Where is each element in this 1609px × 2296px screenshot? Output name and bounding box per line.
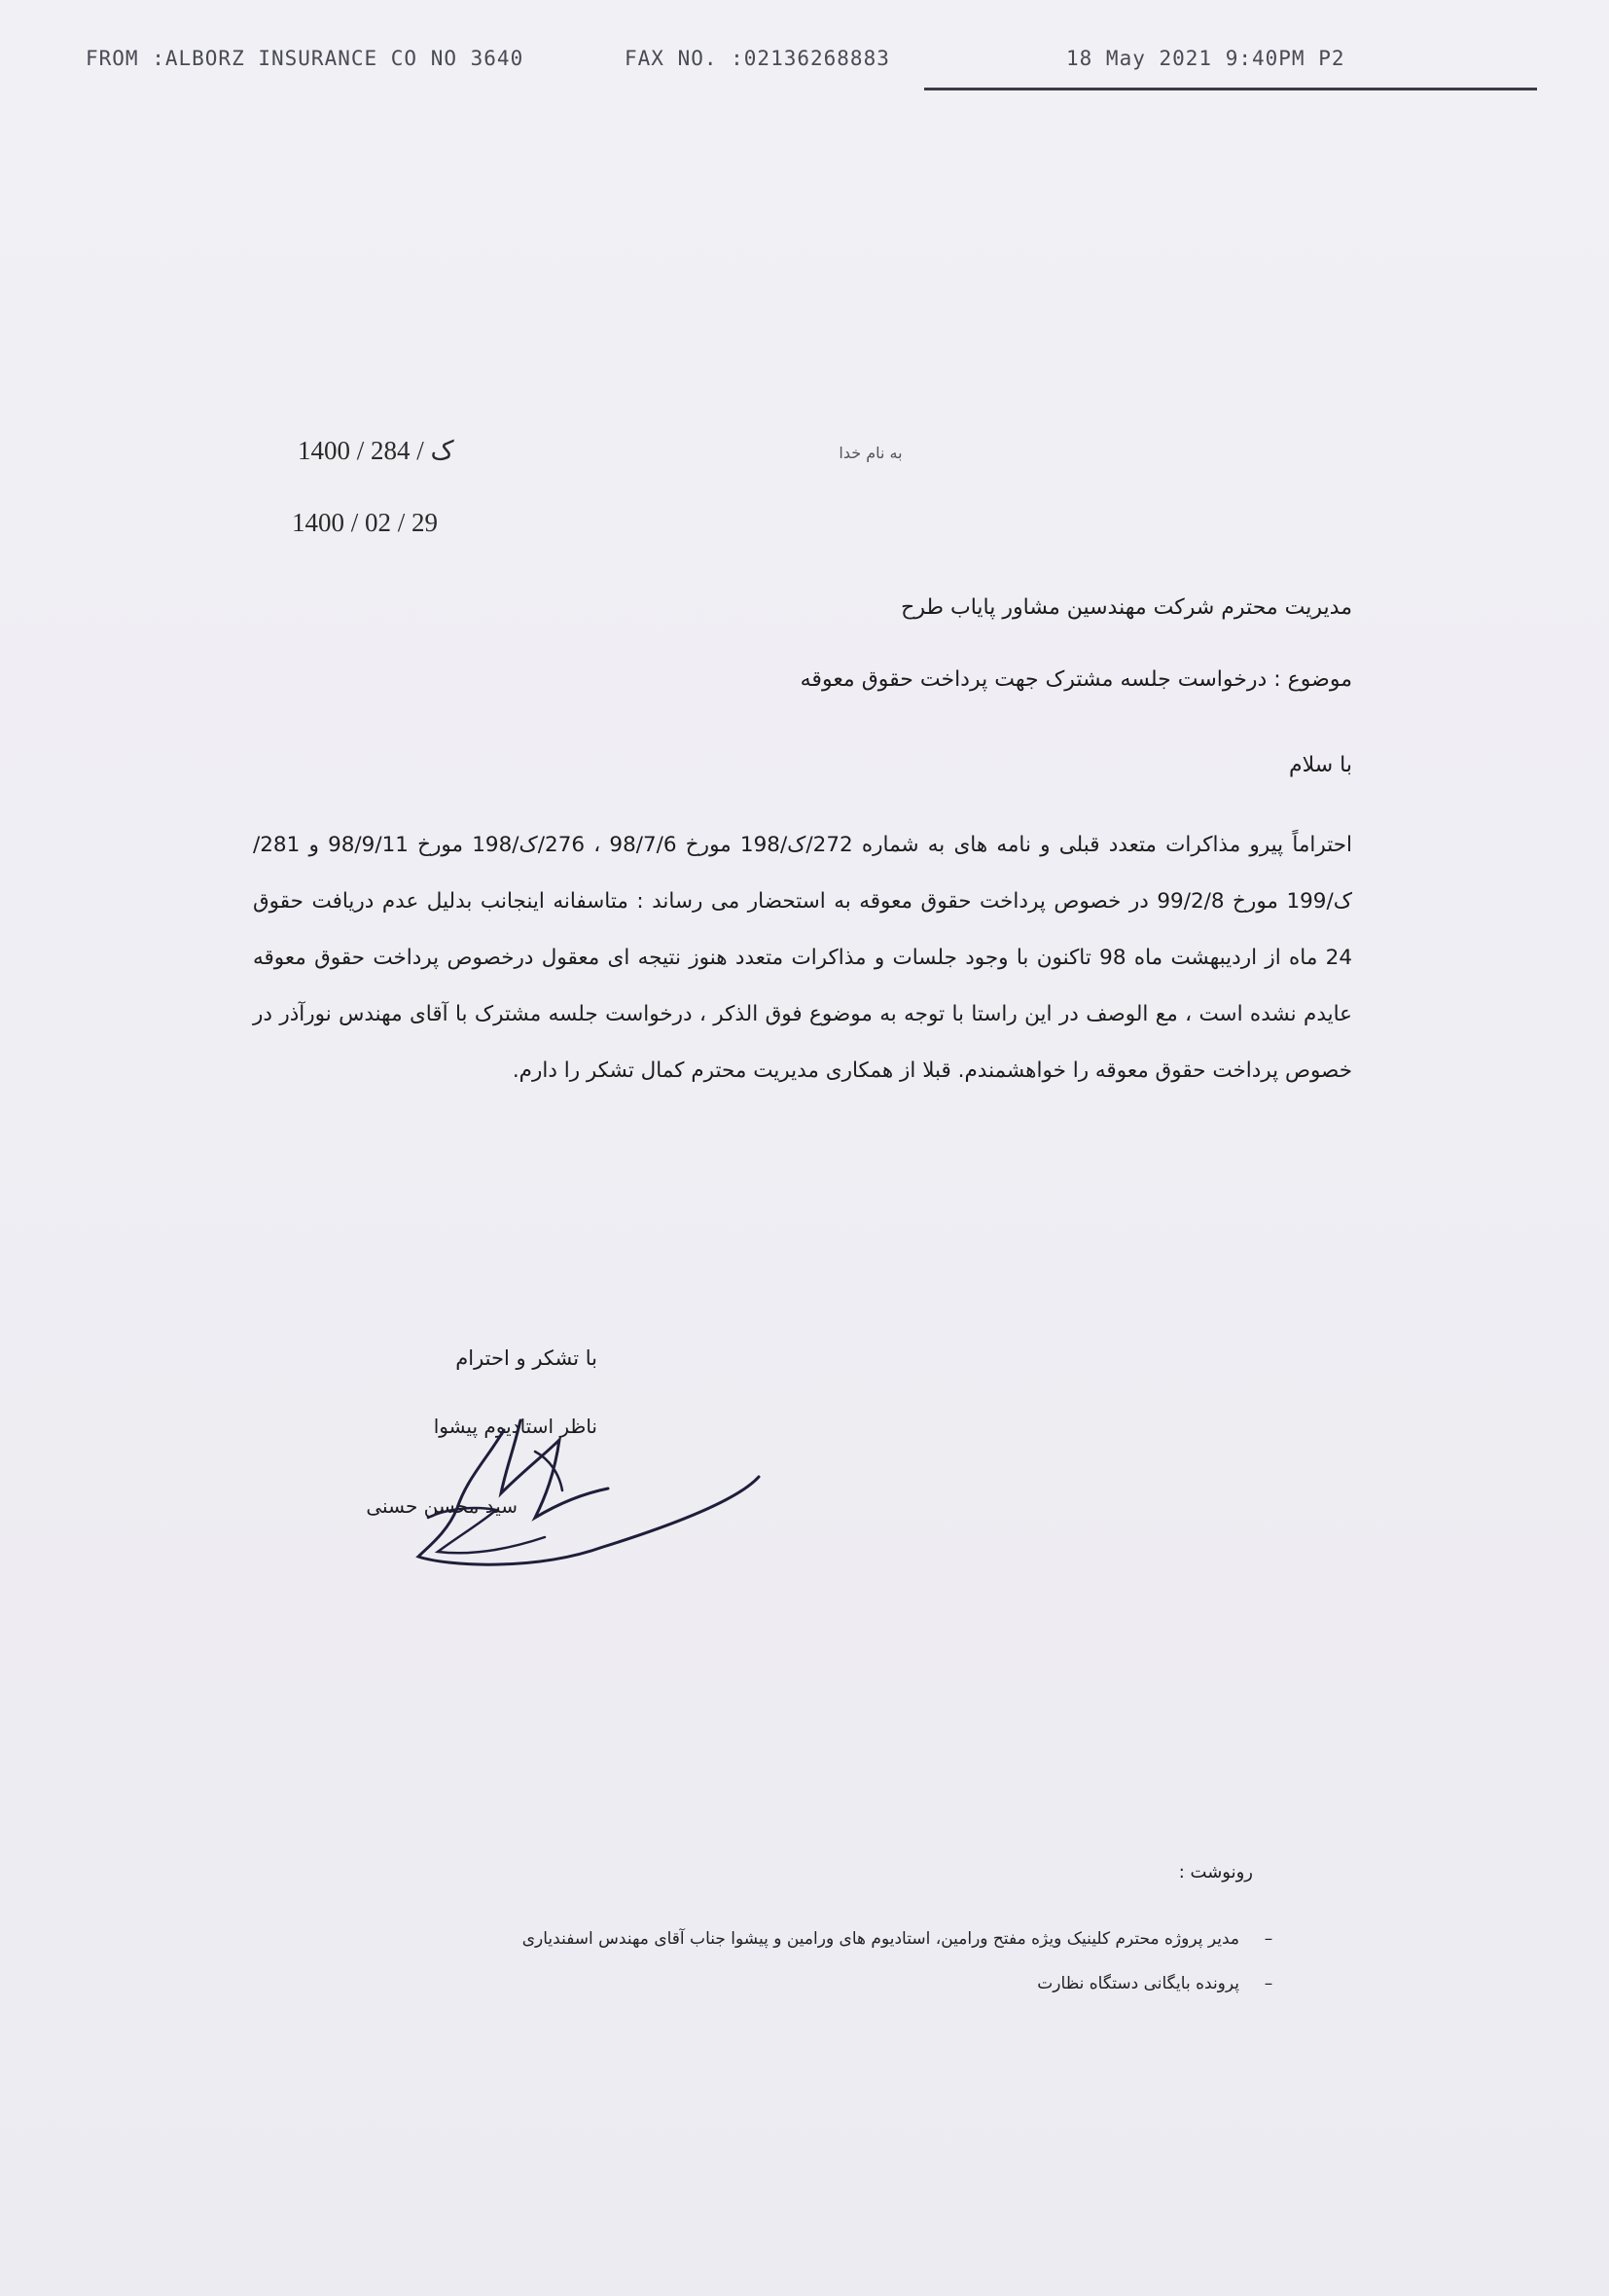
- letter-body: احتراماً پیرو مذاکرات متعدد قبلی و نامه های به شماره 272/ک/198 مورخ 98/7/6 ، 276/ک/198 مورخ 98/9/11 و 281/ک/199 مورخ 99/2/8 در خصوص پرداخت حقوق معوقه به استحضار می رساند : متاسفانه اینجانب بدلیل عدم دریافت حقوق 24 ماه از اردیبهشت ماه 98 تاکنون با وجود جلسات و مذاکرات متعدد هنوز نتیجه ای معقول درخصوص پرداخت حقوق معوقه عایدم نشده است ، مع الوصف در این راستا با توجه به موضوع فوق الذکر ، درخواست جلسه مشترک با آقای مهندس نورآذر در خصوص پرداخت حقوق معوقه را خواهشمندم. قبلا از همکاری مدیریت محترم کمال تشکر را دارم.: [253, 833, 1352, 1083]
- fax-header: [0, 43, 1609, 97]
- cc-bullet: –: [1264, 1929, 1273, 1949]
- signer-name: سید محسن حسنی: [366, 1494, 518, 1518]
- cc-item: [522, 1917, 1284, 1961]
- letter-closing: با تشکر و احترام: [455, 1346, 597, 1370]
- cc-list: [522, 1917, 1284, 2006]
- bismillah-heading: به نام خدا: [839, 444, 903, 462]
- cc-item: [522, 1961, 1284, 2006]
- fax-number: FAX NO. :02136268883: [625, 47, 890, 70]
- fax-date: 18 May 2021 9:40PM P2: [1066, 47, 1345, 70]
- fax-from: FROM :ALBORZ INSURANCE CO NO 3640: [86, 47, 524, 70]
- cc-item-text: مدیر پروژه محترم کلینیک ویژه مفتح ورامین، استادیوم های ورامین و پیشوا جناب آقای مهندس اسفندیاری: [521, 1929, 1239, 1949]
- cc-bullet: –: [1264, 1974, 1273, 1993]
- fax-header-rule: [924, 88, 1537, 90]
- cc-item-text: پرونده بایگانی دستگاه نظارت: [1037, 1974, 1239, 1993]
- cc-label: رونوشت :: [1178, 1862, 1253, 1883]
- handwritten-signature: [389, 1401, 778, 1596]
- letter-reference-number: 1400 / ک / 284: [298, 436, 454, 465]
- signer-title: ناظر استادیوم پیشوا: [433, 1415, 597, 1438]
- letter-addressee: مدیریت محترم شرکت مهندسین مشاور پایاب طرح: [901, 595, 1352, 620]
- letter-subject: موضوع : درخواست جلسه مشترک جهت پرداخت حقوق معوقه: [800, 667, 1352, 692]
- letter-greeting: با سلام: [1288, 753, 1352, 777]
- letter-date: 1400 / 02 / 29: [292, 508, 439, 537]
